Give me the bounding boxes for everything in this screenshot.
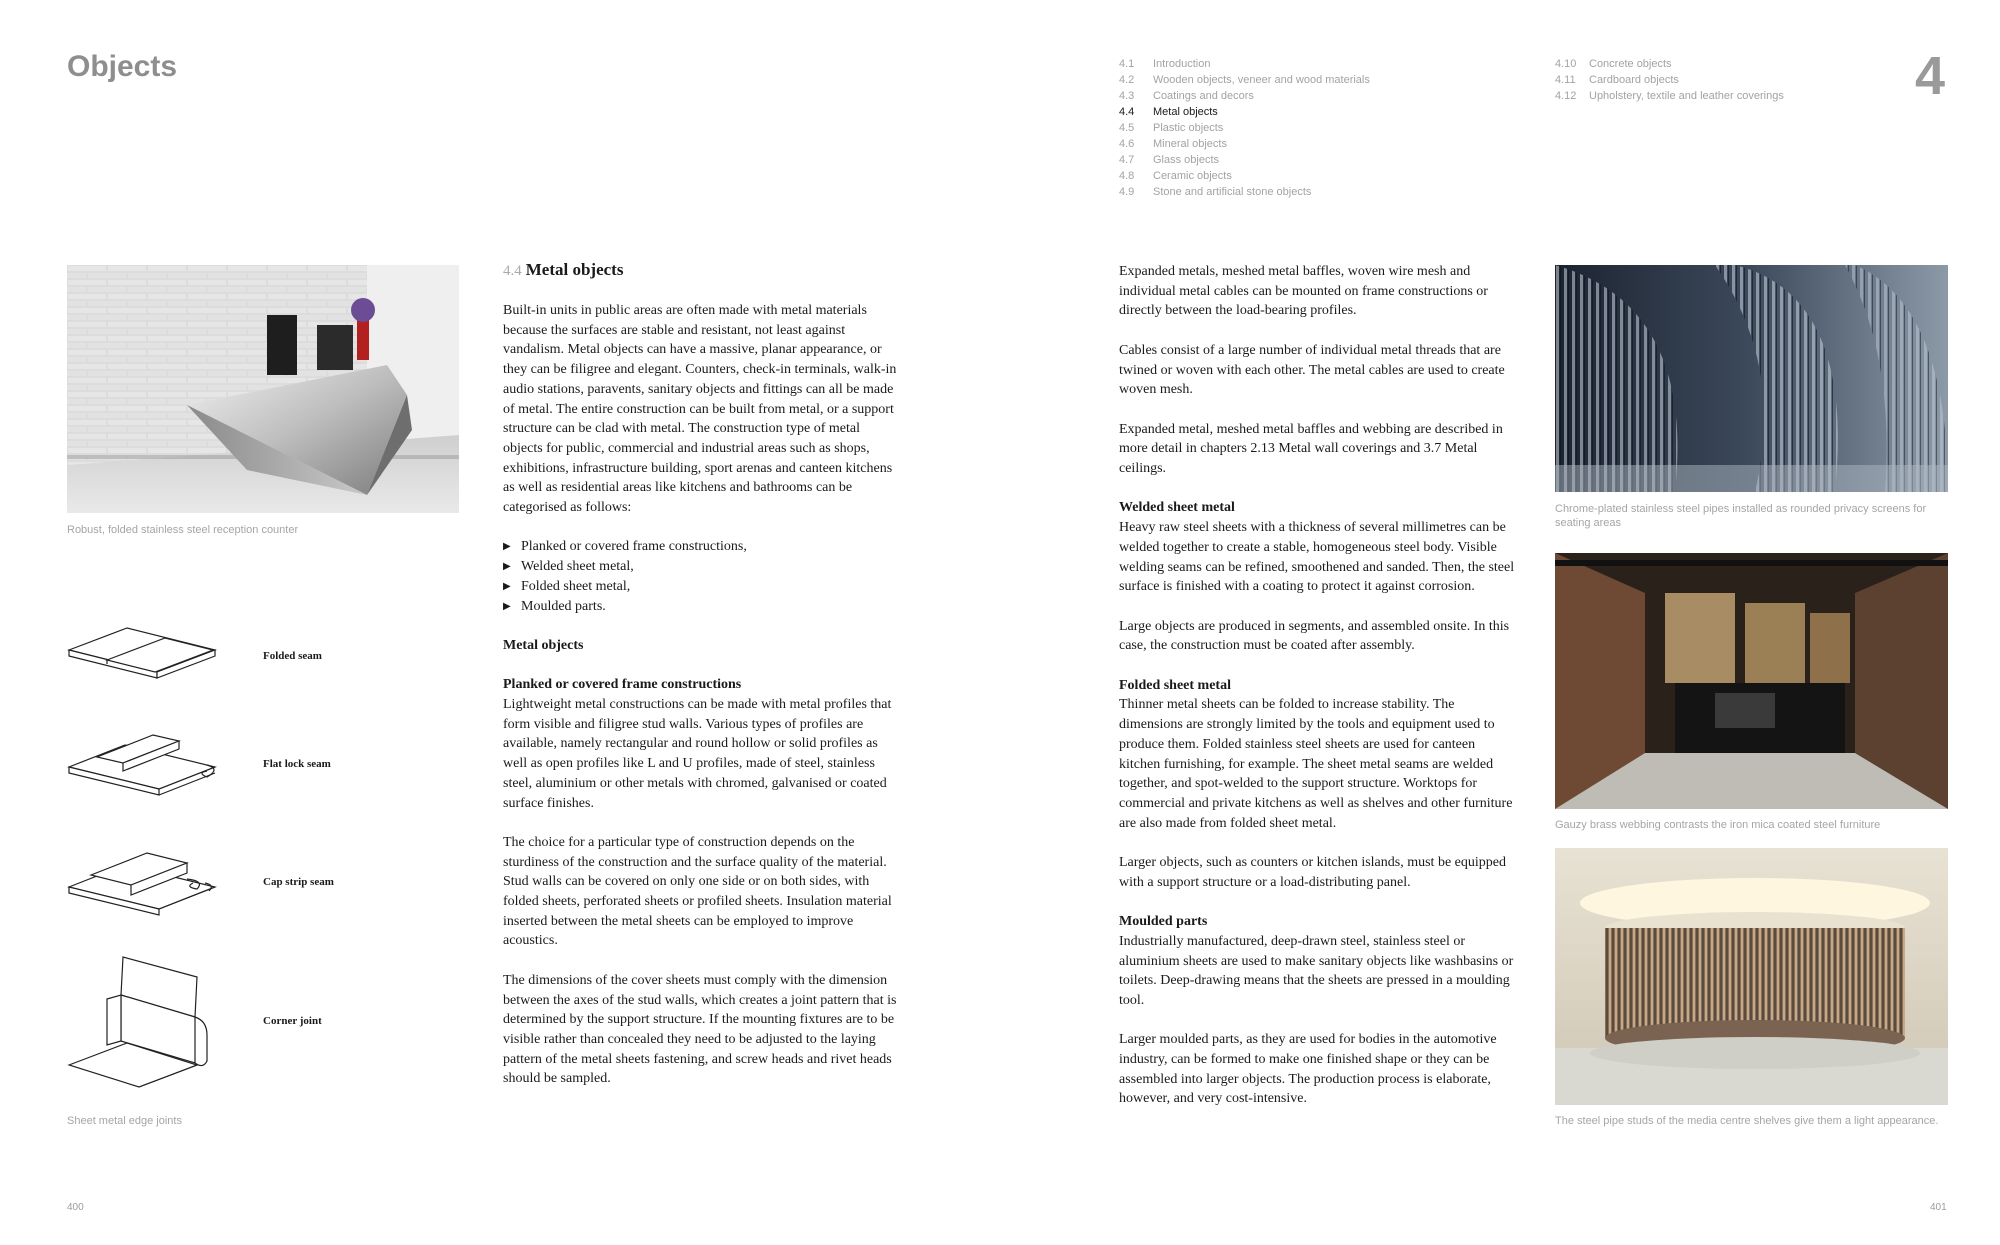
- construction-types-list: [503, 537, 903, 616]
- intro-paragraph: Built-in units in public areas are often made with metal materials because the surfaces are stable and resistant, not least against vandalism. Metal objects can have a massive, planar appearance, or they can be filigree and elegant. Counters, check-in terminals, walk-in audio stations, paravents, sanitary objects and fittings can all be made of metal. The entire construction can be built from metal, or a support structure can be clad with metal. The construction type of metal objects for public, commercial and industrial areas such as shops, exhibitions, infrastructure building, sport arenas and canteen kitchens as well as residential areas like kitchens and bathrooms can be categorised as follows:: [503, 303, 897, 516]
- toc-item-4-2[interactable]: 4.2 Wooden objects, veneer and wood materials: [1119, 74, 1370, 86]
- dimensions-paragraph: The dimensions of the cover sheets must comply with the dimension between the axes of the stud walls, which creates a joint pattern that is determined by the support structure. If the mounting fixtures are to be visible rather than concealed they need to be adjusted to the laying pattern of the metal sheets fastening, and screw heads and rivet heads should be sampled.: [503, 972, 897, 1087]
- metal-objects-subhead: Metal objects: [503, 637, 584, 653]
- larger-moulded-paragraph: Larger moulded parts, as they are used for bodies in the automotive industry, can be formed to make one finished shape or they can be assembled into larger objects. The production process is elaborate, however, and very cost-intensive.: [1119, 1032, 1497, 1107]
- reception-counter-illustration: [67, 265, 459, 513]
- choice-paragraph: The choice for a particular type of construction depends on the sturdiness of the construction and the surface quality of the material. Stud walls can be covered on only one side or on both sides, with folded sheets, perforated sheets or profiled sheets. Insulation material inserted between the metal sheets can be employed to improve acoustics.: [503, 834, 892, 949]
- toc-item-4-3[interactable]: 4.3 Coatings and decors: [1119, 90, 1254, 102]
- chapter-number: 4: [1915, 46, 1946, 106]
- chapter-title: Objects: [67, 50, 178, 83]
- toc-item-4-7[interactable]: 4.7 Glass objects: [1119, 154, 1220, 166]
- flat-lock-seam-drawing: [67, 727, 227, 803]
- folded-heading: Folded sheet metal: [1119, 677, 1231, 693]
- reception-counter-photo: [67, 265, 459, 513]
- cap-strip-seam-drawing: [67, 845, 227, 921]
- list-item: ▶ Folded sheet metal,: [503, 577, 903, 597]
- steel-pipes-illustration: [1555, 265, 1948, 492]
- toc-item-4-8[interactable]: 4.8 Ceramic objects: [1119, 170, 1232, 182]
- steel-pipes-photo: [1555, 265, 1948, 492]
- cables-paragraph: Cables consist of a large number of individual metal threads that are twined or woven with each other. The metal cables are used to create woven mesh.: [1119, 342, 1505, 398]
- left-text-column: [503, 301, 903, 1109]
- section-heading: [503, 260, 623, 280]
- folded-paragraph: Thinner metal sheets can be folded to increase stability. The dimensions are strongly limited by the tools and equipment used to produce them. Folded stainless steel sheets are used for canteen kitchen furnishing, for example. The sheet metal seams are welded together, and spot-welded to the support structure. Worktops for commercial and private kitchens as well as shelves and other furniture are also made from folded sheet metal.: [1119, 697, 1513, 831]
- welded-heading: Welded sheet metal: [1119, 500, 1235, 516]
- large-objects-paragraph: Large objects are produced in segments, and assembled onsite. In this case, the construction must be coated after assembly.: [1119, 618, 1510, 654]
- expanded-metals-paragraph: Expanded metals, meshed metal baffles, woven wire mesh and individual metal cables can be mounted on frame constructions or directly between the load-bearing profiles.: [1119, 264, 1488, 319]
- moulded-paragraph: Industrially manufactured, deep-drawn steel, stainless steel or aluminium sheets are used to make sanitary objects like washbasins or toilets. Deep-drawing means that the sheets are pressed in a moulding tool.: [1119, 933, 1514, 1008]
- toc-item-4-12[interactable]: 4.12 Upholstery, textile and leather coverings: [1555, 90, 1784, 102]
- toc-item-4-1[interactable]: 4.1 Introduction: [1119, 58, 1211, 70]
- joints-caption: Sheet metal edge joints: [67, 1115, 182, 1127]
- cap-strip-seam-diagram: [67, 845, 227, 926]
- section-title: Metal objects: [525, 260, 624, 279]
- right-text-column: [1119, 262, 1519, 1129]
- planked-heading: Planked or covered frame constructions: [503, 677, 742, 693]
- page-number-left: 400: [67, 1202, 84, 1213]
- folded-seam-drawing: [67, 620, 227, 686]
- welded-paragraph: Heavy raw steel sheets with a thickness of several millimetres can be welded together to create a stable, homogeneous steel body. Visible welding seams can be refined, smoothened and sanded. Then, the steel surface is finished with a coating to protect it against corrosion.: [1119, 520, 1515, 595]
- corner-joint-label: Corner joint: [263, 1015, 322, 1027]
- brass-webbing-caption: Gauzy brass webbing contrasts the iron mica coated steel furniture: [1555, 819, 1881, 831]
- chapters-reference-paragraph: Expanded metal, meshed metal baffles and webbing are described in more detail in chapters 2.13 Metal wall coverings and 3.7 Metal ceilings.: [1119, 421, 1503, 476]
- media-centre-illustration: [1555, 848, 1948, 1105]
- folded-seam-diagram: [67, 620, 227, 691]
- media-centre-caption: The steel pipe studs of the media centre shelves give them a light appearance.: [1555, 1115, 1939, 1127]
- folded-seam-label: Folded seam: [263, 650, 322, 662]
- media-centre-photo: [1555, 848, 1948, 1105]
- toc-item-4-4[interactable]: 4.4 Metal objects: [1119, 106, 1218, 118]
- toc-item-4-11[interactable]: 4.11 Cardboard objects: [1555, 74, 1679, 86]
- flat-lock-seam-label: Flat lock seam: [263, 758, 331, 770]
- brass-webbing-photo: [1555, 553, 1948, 809]
- corner-joint-drawing: [67, 955, 217, 1090]
- list-item: ▶ Planked or covered frame constructions,: [503, 537, 903, 557]
- flat-lock-seam-diagram: [67, 727, 227, 808]
- toc-item-4-5[interactable]: 4.5 Plastic objects: [1119, 122, 1224, 134]
- brass-webbing-illustration: [1555, 553, 1948, 809]
- toc-right-column: [1555, 56, 1784, 104]
- reception-counter-caption: Robust, folded stainless steel reception counter: [67, 524, 299, 536]
- toc-item-4-6[interactable]: 4.6 Mineral objects: [1119, 138, 1227, 150]
- toc-item-4-10[interactable]: 4.10 Concrete objects: [1555, 58, 1672, 70]
- list-item: ▶ Welded sheet metal,: [503, 557, 903, 577]
- toc-left-column: [1119, 56, 1370, 200]
- cap-strip-seam-label: Cap strip seam: [263, 876, 334, 888]
- toc-item-4-9[interactable]: 4.9 Stone and artificial stone objects: [1119, 186, 1312, 198]
- larger-objects-paragraph: Larger objects, such as counters or kitchen islands, must be equipped with a support structure or a load-distributing panel.: [1119, 855, 1506, 890]
- section-number: 4.4: [503, 263, 522, 279]
- planked-paragraph: Lightweight metal constructions can be made with metal profiles that form visible and filigree stud walls. Various types of profiles are available, namely rectangular and round hollow or solid profiles as well as open profiles like L and U profiles, made of steel, stainless steel, aluminium or other metals with chromed, galvanised or coated surface finishes.: [503, 697, 892, 811]
- moulded-heading: Moulded parts: [1119, 914, 1208, 930]
- corner-joint-diagram: [67, 955, 217, 1095]
- list-item: ▶ Moulded parts.: [503, 597, 903, 617]
- steel-pipes-caption: Chrome-plated stainless steel pipes installed as rounded privacy screens for seating areas: [1555, 503, 1927, 529]
- page-number-right: 401: [1930, 1202, 1947, 1213]
